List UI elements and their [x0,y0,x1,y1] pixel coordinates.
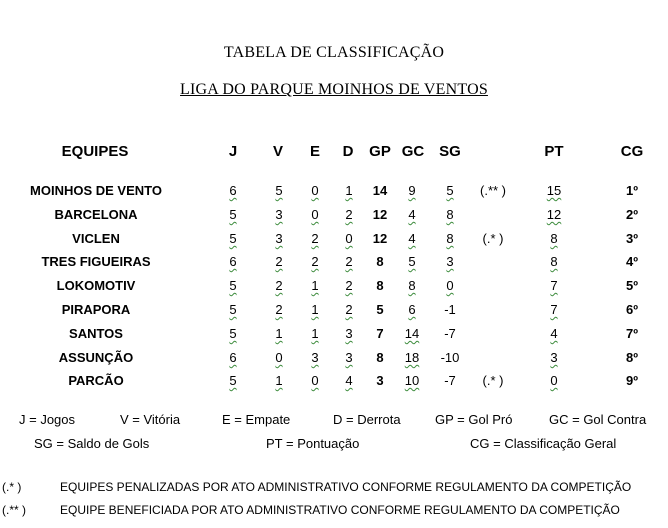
cell-j: 5 [229,231,237,246]
cell-gp: 8 [376,254,384,269]
cell-d: 2 [345,254,353,269]
cell-d: 2 [345,278,353,293]
legend-e: E = Empate [222,412,291,427]
cell-j: 5 [229,207,237,222]
cell-team: MOINHOS DE VENTO [30,183,162,198]
cell-j: 5 [229,326,237,341]
cell-v: 2 [275,254,283,269]
cell-gc: 14 [404,326,420,341]
cell-cg: 9º [626,373,638,388]
cell-e: 0 [311,183,319,198]
cell-gp: 14 [372,183,388,198]
cell-team: PARCÃO [68,373,124,388]
note-mark-benefited: (.** ) [2,503,26,517]
cell-pt: 7 [550,302,558,317]
legend-j: J = Jogos [19,412,76,427]
cell-sg: -1 [444,302,456,317]
cell-d: 3 [345,350,353,365]
cell-mark: (.* ) [482,231,504,246]
cell-e: 2 [311,231,319,246]
legend-v: V = Vitória [120,412,181,427]
cell-cg: 6º [626,302,638,317]
cell-gc: 4 [408,207,416,222]
cell-cg: 8º [626,350,638,365]
header-sg: SG [439,143,461,160]
cell-v: 2 [275,302,283,317]
cell-d: 1 [345,183,353,198]
cell-mark: (.** ) [480,183,506,198]
cell-e: 2 [311,254,319,269]
cell-e: 1 [311,326,319,341]
cell-pt: 8 [550,254,558,269]
cell-team: VICLEN [72,231,120,246]
legend-cg: CG = Classificação Geral [470,436,617,451]
cell-d: 2 [345,302,353,317]
cell-v: 0 [275,350,283,365]
page-subtitle: LIGA DO PARQUE MOINHOS DE VENTOS [180,81,488,98]
cell-team: TRES FIGUEIRAS [41,254,151,269]
cell-gc: 18 [404,350,420,365]
cell-pt: 7 [550,278,558,293]
cell-pt: 8 [550,231,558,246]
header-v: V [272,143,284,160]
cell-cg: 5º [626,278,638,293]
legend-sg: SG = Saldo de Gols [34,436,150,451]
cell-j: 6 [229,254,237,269]
cell-gc: 8 [408,278,416,293]
cell-gp: 5 [376,302,384,317]
page-title: TABELA DE CLASSIFICAÇÃO [223,44,445,61]
note-text-penalized: EQUIPES PENALIZADAS POR ATO ADMINISTRATIVO CONFORME REGULAMENTO DA COMPETIÇÃO [60,480,632,494]
cell-team: PIRAPORA [61,302,131,317]
cell-gc: 4 [408,231,416,246]
cell-sg: -10 [440,350,460,365]
cell-sg: 3 [446,254,454,269]
header-j: J [228,143,238,160]
cell-sg: 8 [446,207,454,222]
cell-gp: 3 [376,373,384,388]
cell-cg: 4º [626,254,638,269]
cell-j: 6 [229,350,237,365]
legend-pt: PT = Pontuação [266,436,360,451]
legend-d: D = Derrota [333,412,401,427]
cell-pt: 4 [550,326,558,341]
cell-v: 2 [275,278,283,293]
cell-d: 3 [345,326,353,341]
header-d: D [342,143,354,160]
cell-e: 0 [311,207,319,222]
header-pt: PT [544,143,564,160]
cell-e: 0 [311,373,319,388]
cell-gp: 12 [372,207,388,222]
legend-gc: GC = Gol Contra [549,412,647,427]
cell-mark: (.* ) [482,373,504,388]
cell-team: SANTOS [69,326,123,341]
cell-cg: 7º [626,326,638,341]
cell-gc: 9 [408,183,416,198]
cell-gp: 12 [372,231,388,246]
cell-v: 1 [275,373,283,388]
header-team: EQUIPES [61,143,129,160]
cell-gp: 8 [376,350,384,365]
cell-j: 5 [229,302,237,317]
cell-d: 4 [345,373,353,388]
cell-gc: 5 [408,254,416,269]
cell-gc: 6 [408,302,416,317]
cell-pt: 0 [550,373,558,388]
cell-team: BARCELONA [54,207,138,222]
cell-sg: 8 [446,231,454,246]
header-cg: CG [620,143,644,160]
cell-pt: 15 [546,183,562,198]
cell-cg: 3º [626,231,638,246]
cell-team: LOKOMOTIV [56,278,136,293]
cell-v: 5 [275,183,283,198]
cell-v: 3 [275,207,283,222]
cell-sg: -7 [444,326,456,341]
legend-gp: GP = Gol Pró [435,412,513,427]
header-gp: GP [369,143,391,160]
cell-gp: 8 [376,278,384,293]
cell-pt: 12 [546,207,562,222]
cell-pt: 3 [550,350,558,365]
cell-e: 3 [311,350,319,365]
cell-j: 5 [229,278,237,293]
cell-gp: 7 [376,326,384,341]
cell-j: 5 [229,373,237,388]
cell-sg: -7 [444,373,456,388]
cell-cg: 2º [626,207,638,222]
note-mark-penalized: (.* ) [2,480,22,494]
cell-j: 6 [229,183,237,198]
header-gc: GC [401,143,425,160]
cell-d: 2 [345,207,353,222]
cell-team: ASSUNÇÃO [58,350,134,365]
cell-v: 1 [275,326,283,341]
cell-sg: 0 [446,278,454,293]
note-text-benefited: EQUIPE BENEFICIADA POR ATO ADMINISTRATIVO CONFORME REGULAMENTO DA COMPETIÇÃO [60,503,620,517]
header-e: E [309,143,321,160]
cell-e: 1 [311,278,319,293]
cell-e: 1 [311,302,319,317]
cell-d: 0 [345,231,353,246]
cell-sg: 5 [446,183,454,198]
cell-cg: 1º [626,183,638,198]
cell-v: 3 [275,231,283,246]
cell-gc: 10 [404,373,420,388]
